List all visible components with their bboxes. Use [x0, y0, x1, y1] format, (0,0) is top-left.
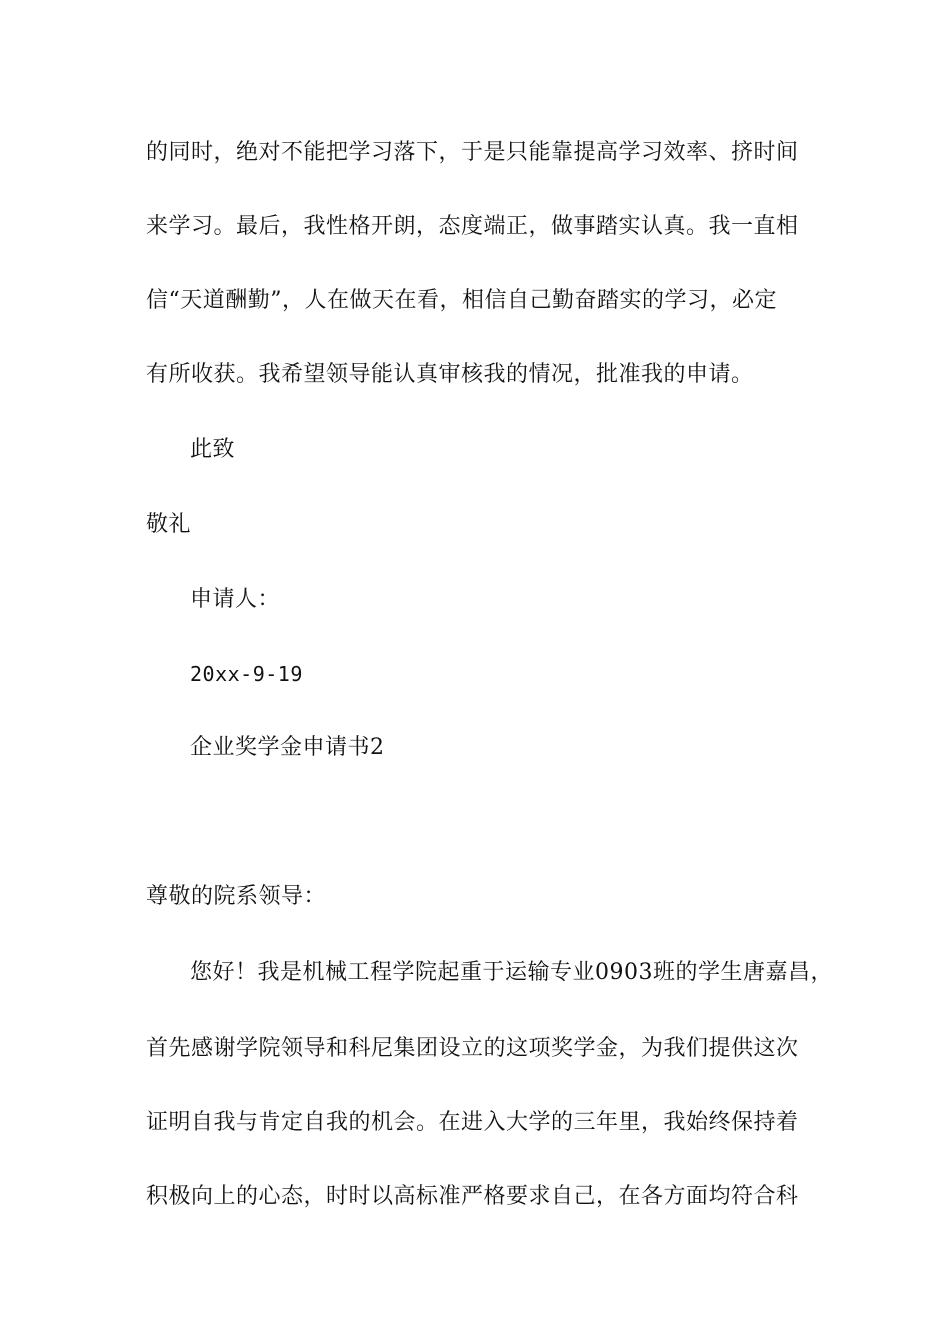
closing-salute: 敬礼: [146, 512, 192, 537]
paragraph-line: 的同时，绝对不能把学习落下，于是只能靠提高学习效率、挤时间: [146, 140, 799, 165]
salutation: 尊敬的院系领导：: [146, 884, 327, 909]
paragraph-line: 信“天道酬勤”，人在做天在看，相信自己勤奋踏实的学习，必定: [146, 288, 777, 313]
applicant-label: 申请人：: [190, 587, 281, 612]
paragraph-line: 您好！我是机械工程学院起重于运输专业0903班的学生唐嘉昌，: [190, 960, 833, 985]
paragraph-line: 积极向上的心态，时时以高标准严格要求自己，在各方面均符合科: [146, 1184, 799, 1209]
paragraph-line: 证明自我与肯定自我的机会。在进入大学的三年里，我始终保持着: [146, 1110, 799, 1135]
date-text: 20xx-9-19: [190, 662, 303, 686]
closing-phrase: 此致: [190, 437, 236, 462]
section-title: 企业奖学金申请书2: [190, 735, 385, 760]
paragraph-line: 首先感谢学院领导和科尼集团设立的这项奖学金，为我们提供这次: [146, 1036, 799, 1061]
paragraph-line: 来学习。最后，我性格开朗，态度端正，做事踏实认真。我一直相: [146, 214, 799, 239]
paragraph-line: 有所收获。我希望领导能认真审核我的情况，批准我的申请。: [146, 362, 754, 387]
